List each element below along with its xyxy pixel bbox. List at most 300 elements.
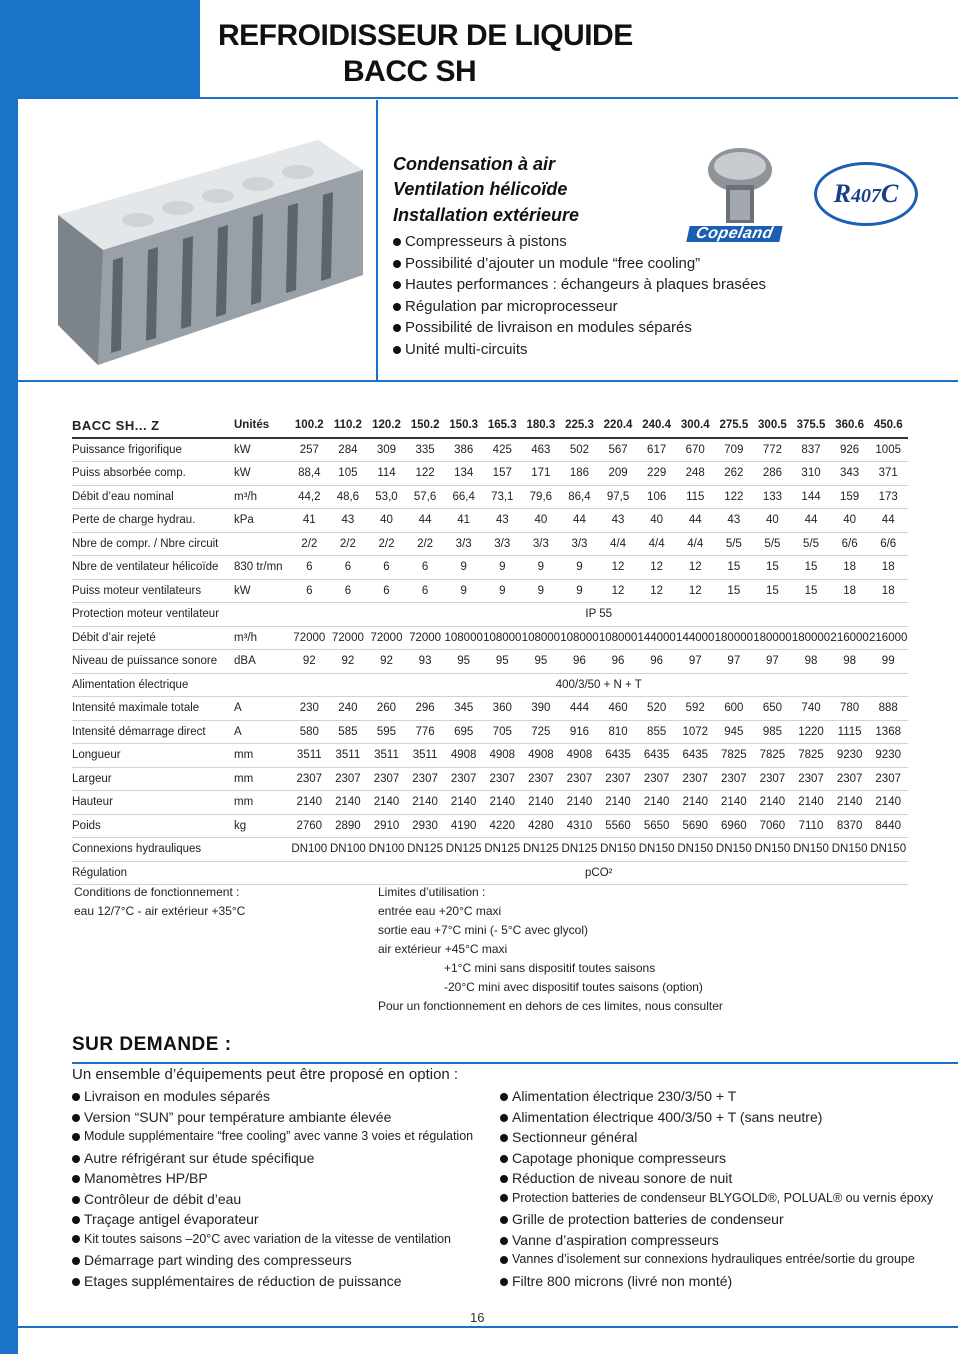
row-value: 2/2 <box>367 532 406 556</box>
row-value: 7060 <box>753 814 792 838</box>
row-value: 2307 <box>792 767 831 791</box>
row-value: 248 <box>676 462 715 486</box>
table-row <box>72 744 908 768</box>
limits-line: air extérieur +45°C maxi <box>378 942 508 956</box>
row-value: 12 <box>637 579 676 603</box>
option-item <box>72 1191 241 1207</box>
row-value: 985 <box>753 720 792 744</box>
r407c-badge <box>814 162 918 226</box>
feature-item <box>393 276 766 293</box>
feature-text: Possibilité de livraison en modules séparés <box>405 319 692 336</box>
row-value: 2307 <box>329 767 368 791</box>
row-value: 2140 <box>869 791 908 815</box>
row-value: 2/2 <box>329 532 368 556</box>
row-value: 9 <box>560 579 599 603</box>
row-unit: m³/h <box>234 626 290 650</box>
feature-item <box>393 341 528 358</box>
row-value: 92 <box>367 650 406 674</box>
row-value: 40 <box>367 509 406 533</box>
row-value: 6 <box>329 579 368 603</box>
row-value: 95 <box>522 650 561 674</box>
row-label: Puissance frigorifique <box>72 438 234 462</box>
row-value: 173 <box>869 485 908 509</box>
row-label: Débit d’eau nominal <box>72 485 234 509</box>
row-value: 216000 <box>869 626 908 650</box>
row-value: 6435 <box>676 744 715 768</box>
row-value: 106 <box>637 485 676 509</box>
row-value: DN125 <box>406 838 445 862</box>
row-value: 460 <box>599 697 638 721</box>
row-unit: kPa <box>234 509 290 533</box>
option-item <box>72 1232 451 1246</box>
row-value: 695 <box>444 720 483 744</box>
row-value: 40 <box>830 509 869 533</box>
row-value: 96 <box>637 650 676 674</box>
table-row <box>72 838 908 862</box>
row-label: Niveau de puissance sonore <box>72 650 234 674</box>
table-row <box>72 697 908 721</box>
row-value: 40 <box>753 509 792 533</box>
row-value: 6 <box>367 556 406 580</box>
row-value: 240 <box>329 697 368 721</box>
row-value: 9 <box>483 579 522 603</box>
r407c-number: 407 <box>851 185 881 207</box>
option-item <box>72 1109 391 1125</box>
row-value: 262 <box>715 462 754 486</box>
row-value: 6960 <box>715 814 754 838</box>
row-value: 108000 <box>560 626 599 650</box>
row-value: 229 <box>637 462 676 486</box>
row-value: 86,4 <box>560 485 599 509</box>
row-value: 335 <box>406 438 445 462</box>
row-label: Nbre de ventilateur hélicoïde <box>72 556 234 580</box>
row-value: 4280 <box>522 814 561 838</box>
row-value: 260 <box>367 697 406 721</box>
row-value: 2307 <box>830 767 869 791</box>
row-value: 2140 <box>676 791 715 815</box>
table-row <box>72 603 908 627</box>
row-value: 95 <box>444 650 483 674</box>
row-value: 180000 <box>715 626 754 650</box>
page-title <box>218 18 633 90</box>
row-value: 3511 <box>406 744 445 768</box>
row-value: 12 <box>676 556 715 580</box>
bullet-icon <box>72 1257 80 1265</box>
row-value: 72000 <box>406 626 445 650</box>
row-value: 5/5 <box>715 532 754 556</box>
chiller-unit-image <box>18 100 380 380</box>
row-label: Protection moteur ventilateur <box>72 603 234 627</box>
row-value: 7825 <box>753 744 792 768</box>
row-value: DN125 <box>560 838 599 862</box>
row-value: 390 <box>522 697 561 721</box>
row-value: DN100 <box>329 838 368 862</box>
row-value: 6 <box>406 579 445 603</box>
row-value: 4/4 <box>599 532 638 556</box>
row-value: 44 <box>869 509 908 533</box>
model-header: 165.3 <box>483 414 522 438</box>
row-value: 96 <box>599 650 638 674</box>
row-value: 133 <box>753 485 792 509</box>
row-value: 92 <box>290 650 329 674</box>
row-label: Puiss absorbée comp. <box>72 462 234 486</box>
row-value: 580 <box>290 720 329 744</box>
row-value: 44 <box>676 509 715 533</box>
option-item <box>500 1150 726 1166</box>
table-row <box>72 814 908 838</box>
row-value: 916 <box>560 720 599 744</box>
model-header: 120.2 <box>367 414 406 438</box>
row-value: 8370 <box>830 814 869 838</box>
table-row <box>72 532 908 556</box>
row-label: Longueur <box>72 744 234 768</box>
row-value: 5690 <box>676 814 715 838</box>
row-value: 2140 <box>522 791 561 815</box>
row-label: Poids <box>72 814 234 838</box>
row-value: 776 <box>406 720 445 744</box>
row-value: 114 <box>367 462 406 486</box>
row-value: 12 <box>637 556 676 580</box>
row-value: 9 <box>444 579 483 603</box>
row-value: 108000 <box>444 626 483 650</box>
row-value: 186 <box>560 462 599 486</box>
row-value: 6 <box>290 579 329 603</box>
row-value: 230 <box>290 697 329 721</box>
bullet-icon <box>72 1093 80 1101</box>
row-label: Alimentation électrique <box>72 673 234 697</box>
subtitle-ventilation: Ventilation hélicoïde <box>393 179 568 199</box>
row-label: Débit d’air rejeté <box>72 626 234 650</box>
row-value: 4908 <box>483 744 522 768</box>
model-header: 450.6 <box>869 414 908 438</box>
limits-title: Limites d’utilisation : <box>378 885 486 899</box>
row-value: 2307 <box>560 767 599 791</box>
row-value: 108000 <box>522 626 561 650</box>
row-value: 5/5 <box>792 532 831 556</box>
row-value: 3/3 <box>522 532 561 556</box>
row-value: 502 <box>560 438 599 462</box>
row-unit <box>234 861 290 885</box>
row-value: 6435 <box>599 744 638 768</box>
row-value: 2307 <box>444 767 483 791</box>
row-value: 159 <box>830 485 869 509</box>
row-value: 97 <box>676 650 715 674</box>
option-text: Grille de protection batteries de condenseur <box>512 1211 784 1227</box>
row-value: 72000 <box>329 626 368 650</box>
conditions-title: Conditions de fonctionnement : <box>74 885 240 899</box>
row-value: DN150 <box>830 838 869 862</box>
row-value: 15 <box>715 556 754 580</box>
row-value: 6 <box>406 556 445 580</box>
row-value: 97,5 <box>599 485 638 509</box>
limits-line: +1°C mini sans dispositif toutes saisons <box>444 961 656 975</box>
row-value: 2307 <box>715 767 754 791</box>
row-value: 115 <box>676 485 715 509</box>
row-value: 9 <box>522 556 561 580</box>
feature-item <box>393 255 700 272</box>
row-value: 888 <box>869 697 908 721</box>
bullet-icon <box>72 1155 80 1163</box>
feature-text: Compresseurs à pistons <box>405 233 567 250</box>
table-row <box>72 509 908 533</box>
row-value: DN125 <box>522 838 561 862</box>
row-unit <box>234 532 290 556</box>
bullet-icon <box>500 1194 508 1202</box>
option-text: Version “SUN” pour température ambiante élevée <box>84 1108 392 1125</box>
feature-item <box>393 298 618 315</box>
option-text: Manomètres HP/BP <box>84 1170 208 1186</box>
sur-demande-divider <box>72 1062 958 1064</box>
row-value: 257 <box>290 438 329 462</box>
bullet-icon <box>500 1134 508 1142</box>
row-value: 43 <box>329 509 368 533</box>
row-value: 97 <box>753 650 792 674</box>
page-number: 16 <box>470 1310 485 1325</box>
row-value: 740 <box>792 697 831 721</box>
row-unit: kg <box>234 814 290 838</box>
row-value: 180000 <box>753 626 792 650</box>
row-label: Intensité démarrage direct <box>72 720 234 744</box>
row-value: 2140 <box>329 791 368 815</box>
row-value: 600 <box>715 697 754 721</box>
row-value: 5560 <box>599 814 638 838</box>
conditions-block <box>74 883 245 921</box>
row-value: 15 <box>715 579 754 603</box>
row-value: 43 <box>715 509 754 533</box>
row-value: 2140 <box>715 791 754 815</box>
row-value: 670 <box>676 438 715 462</box>
row-unit: mm <box>234 744 290 768</box>
bullet-icon <box>500 1093 508 1101</box>
row-value: 945 <box>715 720 754 744</box>
bullet-icon <box>500 1155 508 1163</box>
row-value: DN150 <box>676 838 715 862</box>
row-value: 134 <box>444 462 483 486</box>
row-value: 2140 <box>444 791 483 815</box>
limits-line: -20°C mini avec dispositif toutes saisons (option) <box>444 980 703 994</box>
row-value: 93 <box>406 650 445 674</box>
row-value: 2307 <box>637 767 676 791</box>
row-value: 40 <box>522 509 561 533</box>
row-value: 2307 <box>483 767 522 791</box>
option-text: Vanne d’aspiration compresseurs <box>512 1231 719 1248</box>
row-value: 1368 <box>869 720 908 744</box>
limits-block <box>378 883 723 1016</box>
model-header: 300.5 <box>753 414 792 438</box>
row-unit: kW <box>234 438 290 462</box>
row-value: 171 <box>522 462 561 486</box>
row-value: 99 <box>869 650 908 674</box>
row-value: 1115 <box>830 720 869 744</box>
option-text: Alimentation électrique 400/3/50 + T (sans neutre) <box>512 1108 823 1125</box>
row-value: 3511 <box>367 744 406 768</box>
option-text: Filtre 800 microns (livré non monté) <box>512 1272 733 1289</box>
row-value: 41 <box>444 509 483 533</box>
row-value: DN150 <box>753 838 792 862</box>
row-value: 567 <box>599 438 638 462</box>
row-value: 2930 <box>406 814 445 838</box>
model-header: 375.5 <box>792 414 831 438</box>
row-value: 9230 <box>830 744 869 768</box>
row-value: 4/4 <box>676 532 715 556</box>
bullet-icon <box>72 1175 80 1183</box>
bullet-icon <box>393 238 401 246</box>
table-row <box>72 438 908 462</box>
row-span-value: 400/3/50 + N + T <box>290 673 908 697</box>
row-value: 209 <box>599 462 638 486</box>
option-item <box>500 1109 822 1125</box>
compressor-image <box>700 140 780 230</box>
row-value: 122 <box>406 462 445 486</box>
row-value: 286 <box>753 462 792 486</box>
row-value: DN150 <box>637 838 676 862</box>
model-header: 225.3 <box>560 414 599 438</box>
row-value: 780 <box>830 697 869 721</box>
header-blue-block <box>0 0 200 97</box>
row-label: Connexions hydrauliques <box>72 838 234 862</box>
title-line2: BACC SH <box>343 55 477 88</box>
copeland-logo: Copeland <box>686 226 782 242</box>
row-value: 3511 <box>290 744 329 768</box>
row-value: 98 <box>830 650 869 674</box>
row-value: 72000 <box>290 626 329 650</box>
row-value: 40 <box>637 509 676 533</box>
row-label: Perte de charge hydrau. <box>72 509 234 533</box>
row-label: Intensité maximale totale <box>72 697 234 721</box>
table-row <box>72 650 908 674</box>
row-value: 4908 <box>522 744 561 768</box>
row-value: 2140 <box>290 791 329 815</box>
row-value: DN150 <box>869 838 908 862</box>
bullet-icon <box>72 1133 80 1141</box>
feature-text: Unité multi-circuits <box>405 341 528 358</box>
row-value: 772 <box>753 438 792 462</box>
row-value: 15 <box>753 556 792 580</box>
row-value: 73,1 <box>483 485 522 509</box>
option-item <box>500 1191 933 1205</box>
row-value: 41 <box>290 509 329 533</box>
row-value: DN100 <box>290 838 329 862</box>
row-value: 18 <box>869 579 908 603</box>
table-row <box>72 720 908 744</box>
row-value: 44 <box>792 509 831 533</box>
row-value: 8440 <box>869 814 908 838</box>
row-value: 705 <box>483 720 522 744</box>
table-row <box>72 462 908 486</box>
bullet-icon <box>72 1216 80 1224</box>
option-text: Contrôleur de débit d’eau <box>84 1190 242 1207</box>
row-value: 108000 <box>599 626 638 650</box>
row-value: 2140 <box>830 791 869 815</box>
model-header: 150.2 <box>406 414 445 438</box>
specifications-table <box>72 414 908 885</box>
left-blue-bar <box>0 0 18 1354</box>
model-header: 240.4 <box>637 414 676 438</box>
row-value: 44,2 <box>290 485 329 509</box>
bullet-icon <box>393 260 401 268</box>
row-value: 1220 <box>792 720 831 744</box>
option-item <box>500 1088 736 1104</box>
row-value: 3/3 <box>444 532 483 556</box>
limits-line: sortie eau +7°C mini (- 5°C avec glycol) <box>378 923 589 937</box>
option-item <box>72 1129 473 1143</box>
option-text: Etages supplémentaires de réduction de puissance <box>84 1272 402 1289</box>
row-value: 6 <box>290 556 329 580</box>
row-value: 360 <box>483 697 522 721</box>
row-value: 2/2 <box>290 532 329 556</box>
header-label: BACC SH... Z <box>72 414 234 438</box>
row-value: 44 <box>560 509 599 533</box>
option-text: Autre réfrigérant sur étude spécifique <box>84 1149 315 1166</box>
limits-line: entrée eau +20°C maxi <box>378 904 502 918</box>
row-value: 44 <box>406 509 445 533</box>
row-value: 95 <box>483 650 522 674</box>
option-text: Capotage phonique compresseurs <box>512 1149 727 1166</box>
row-value: 66,4 <box>444 485 483 509</box>
row-unit: A <box>234 720 290 744</box>
option-item <box>72 1088 270 1104</box>
row-value: 108000 <box>483 626 522 650</box>
row-value: 6 <box>329 556 368 580</box>
row-value: 2910 <box>367 814 406 838</box>
row-value: 3511 <box>329 744 368 768</box>
bullet-icon <box>500 1216 508 1224</box>
model-header: 100.2 <box>290 414 329 438</box>
row-value: 43 <box>483 509 522 533</box>
option-item <box>72 1252 352 1268</box>
row-label: Nbre de compr. / Nbre circuit <box>72 532 234 556</box>
bullet-icon <box>393 281 401 289</box>
option-item <box>500 1129 637 1145</box>
row-value: DN150 <box>715 838 754 862</box>
table-row <box>72 791 908 815</box>
row-value: 2140 <box>406 791 445 815</box>
row-value: 15 <box>753 579 792 603</box>
model-header: 300.4 <box>676 414 715 438</box>
row-value: 4190 <box>444 814 483 838</box>
row-value: 7110 <box>792 814 831 838</box>
table-row <box>72 767 908 791</box>
option-text: Sectionneur général <box>512 1129 638 1145</box>
option-text: Module supplémentaire “free cooling” avec vanne 3 voies et régulation <box>84 1129 474 1143</box>
row-value: 18 <box>830 556 869 580</box>
row-value: 617 <box>637 438 676 462</box>
row-value: 2307 <box>290 767 329 791</box>
row-value: 7825 <box>715 744 754 768</box>
row-value: 2307 <box>753 767 792 791</box>
conditions-line: eau 12/7°C - air extérieur +35°C <box>74 904 246 918</box>
row-value: 2760 <box>290 814 329 838</box>
row-value: 592 <box>676 697 715 721</box>
row-value: 926 <box>830 438 869 462</box>
footer-line <box>18 1326 958 1328</box>
row-value: 650 <box>753 697 792 721</box>
row-value: 15 <box>792 556 831 580</box>
row-label: Régulation <box>72 861 234 885</box>
row-unit: mm <box>234 767 290 791</box>
feature-text: Possibilité d’ajouter un module “free cooling” <box>405 255 701 272</box>
bullet-icon <box>72 1196 80 1204</box>
feature-text: Hautes performances : échangeurs à plaques brasées <box>405 276 767 293</box>
table-row <box>72 626 908 650</box>
row-value: 1005 <box>869 438 908 462</box>
row-value: 48,6 <box>329 485 368 509</box>
bullet-icon <box>72 1278 80 1286</box>
row-value: 144000 <box>676 626 715 650</box>
photo-divider <box>376 100 378 380</box>
row-span-value: pCO² <box>290 861 908 885</box>
row-value: 96 <box>560 650 599 674</box>
